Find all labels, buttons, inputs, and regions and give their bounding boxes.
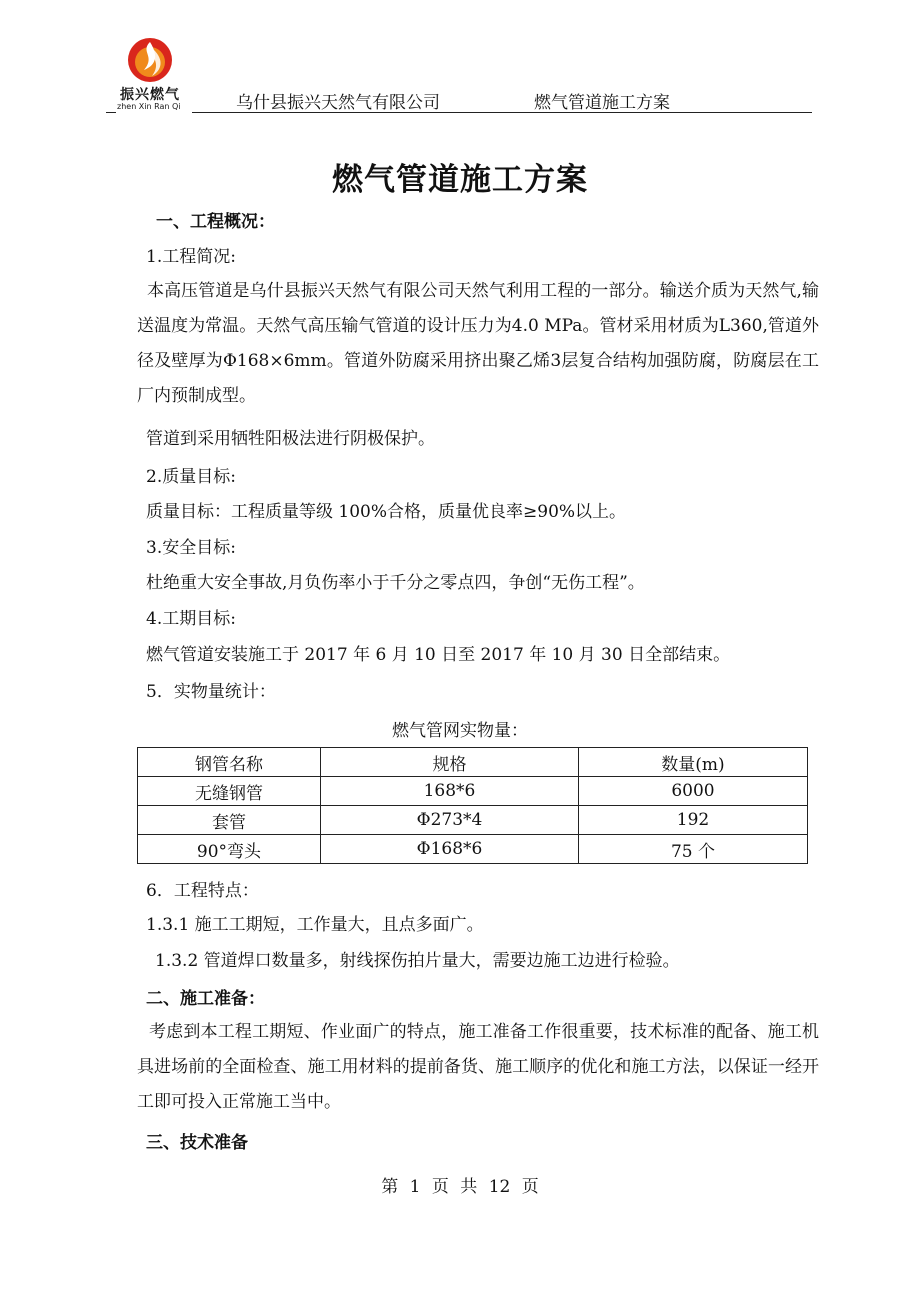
table-cell: 无缝钢管 [138, 777, 321, 806]
table-cell: 75 个 [579, 835, 808, 864]
item-4-heading: 4.工期目标: [146, 609, 236, 629]
table-caption: 燃气管网实物量： [392, 721, 528, 741]
flame-logo-icon [110, 36, 190, 86]
section-2-heading: 二、施工准备： [146, 989, 265, 1009]
item-1-paragraph: 本高压管道是乌什县振兴天然气有限公司天然气利用工程的一部分。输送介质为天然气,输送温度为常温。天然气高压输气管道的设计压力为4.0 MPa。管材采用材质为L360,管道外径及壁厚为Φ168×6mm。管道外防腐采用挤出聚乙烯3层复合结构加强防腐，防腐层在工厂内预制成型。 [137, 281, 819, 406]
table-header-cell: 规格 [321, 748, 579, 777]
item-2-heading: 2.质量目标: [146, 467, 236, 487]
item-1-heading: 1.工程简况: [146, 247, 236, 267]
table-row [138, 777, 808, 806]
item-1-paragraph-2: 管道到采用牺牲阳极法进行阴极保护。 [146, 429, 435, 449]
header-rule [192, 112, 812, 113]
table-row [138, 835, 808, 864]
table-row [138, 806, 808, 835]
item-4-text: 燃气管道安装施工于 2017 年 6 月 10 日至 2017 年 10 月 30 日全部结束。 [146, 645, 731, 665]
section-3-heading: 三、技术准备 [146, 1133, 248, 1153]
table-header-row [138, 748, 808, 777]
page-title: 燃气管道施工方案 [332, 162, 588, 198]
item-6-heading: 6．工程特点： [146, 881, 259, 901]
material-table [137, 747, 808, 864]
table-cell: 90°弯头 [138, 835, 321, 864]
table-cell: 192 [579, 806, 808, 835]
header-rule-left [106, 112, 116, 113]
table-cell: Φ273*4 [321, 806, 579, 835]
logo-text-cn: 振兴燃气 [120, 87, 180, 103]
item-6-point-2: 1.3.2 管道焊口数量多，射线探伤拍片量大，需要边施工边进行检验。 [155, 951, 680, 971]
table-cell: 套管 [138, 806, 321, 835]
table-header-cell: 数量(m) [579, 748, 808, 777]
item-3-heading: 3.安全目标: [146, 538, 236, 558]
header-company-name: 乌什县振兴天然气有限公司 [236, 93, 440, 113]
table-cell: 168*6 [321, 777, 579, 806]
item-6-point-1: 1.3.1 施工工期短，工作量大，且点多面广。 [146, 915, 484, 935]
section-2-paragraph: 考虑到本工程工期短、作业面广的特点，施工准备工作很重要，技术标准的配备、施工机具进场前的全面检查、施工用材料的提前备货、施工顺序的优化和施工方法，以保证一经开工即可投入正常施工当中。 [137, 1022, 819, 1112]
item-3-text: 杜绝重大安全事故,月负伤率小于千分之零点四，争创“无伤工程”。 [146, 573, 645, 593]
item-2-text: 质量目标：工程质量等级 100%合格，质量优良率≥90%以上。 [146, 502, 627, 522]
section-1-heading: 一、工程概况： [156, 212, 275, 232]
table-header-cell: 钢管名称 [138, 748, 321, 777]
page-footer: 第 1 页 共 12 页 [381, 1177, 539, 1197]
table-cell: 6000 [579, 777, 808, 806]
item-5-heading: 5．实物量统计： [146, 682, 276, 702]
logo-text-en: zhen Xin Ran Qi [117, 102, 181, 111]
table-cell: Φ168*6 [321, 835, 579, 864]
header-document-title: 燃气管道施工方案 [534, 93, 670, 113]
